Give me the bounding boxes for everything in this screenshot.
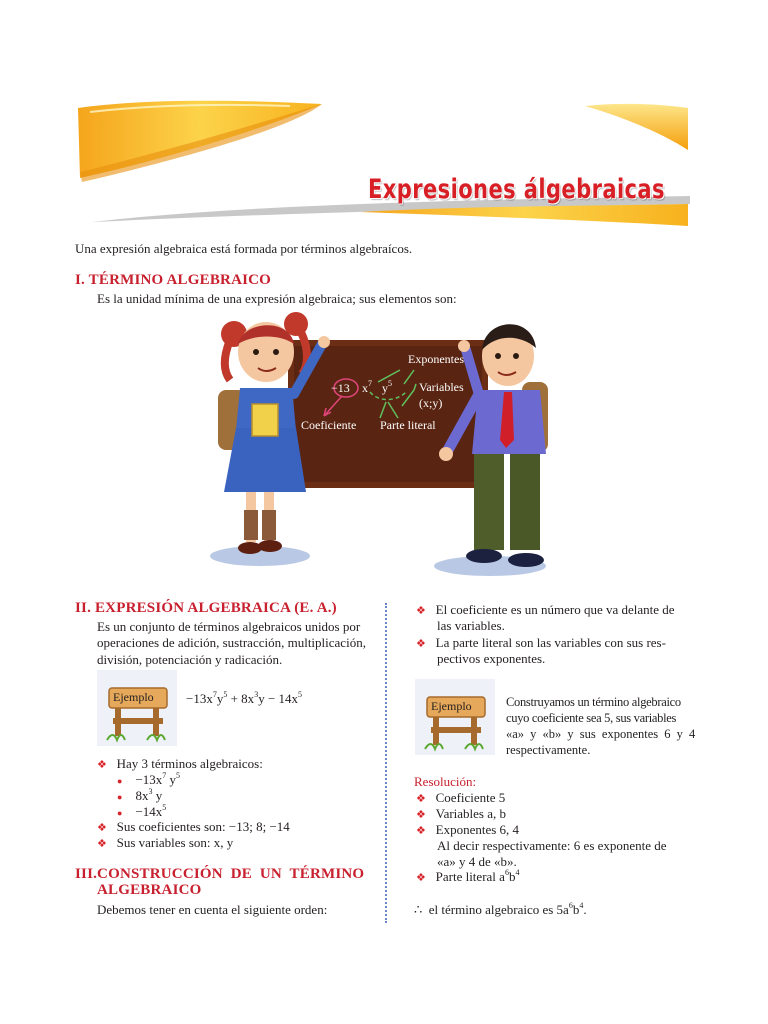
example-line-3: «a» y «b» y sus exponentes 6 y 4 [506, 727, 696, 741]
example-sign-right [415, 679, 495, 755]
example-label-right: Ejemplo [431, 699, 472, 713]
diamond-bullet-icon: ❖ [416, 605, 426, 617]
right-bullet-coeficiente-l2: las variables. [437, 618, 505, 633]
resolucion-item-3-l3: «a» y 4 de «b». [437, 854, 517, 869]
column-divider [385, 603, 387, 923]
example-expression: $-13x^7y^5 + 8x^3y - 14x^5$ [186, 690, 303, 706]
section2-heading: II. EXPRESIÓN ALGEBRAICA (E. A.) [75, 600, 337, 616]
section2-line-1: Es un conjunto de términos algebraicos unidos por [97, 619, 361, 634]
diamond-bullet-icon: ❖ [416, 825, 426, 837]
diamond-bullet-icon: ❖ [97, 838, 107, 850]
term-item-2: ● $8x^3$ y [117, 787, 163, 803]
right-bullet-parte-literal-l2: pectivos exponentes. [437, 651, 546, 666]
right-bullet-coeficiente: ❖ El coeficiente es un número que va delante de [416, 602, 675, 617]
diamond-bullet-icon: ❖ [416, 638, 426, 650]
page-title: Expresiones álgebraicas [368, 174, 665, 205]
dot-bullet-icon: ● [117, 808, 123, 818]
board-variables-label: Variables [419, 380, 464, 394]
term-item-3: ● $-14x^5$ [117, 803, 167, 819]
board-variables-xy: (x;y) [419, 396, 443, 410]
section3-heading-line1: III.CONSTRUCCIÓN DE UN TÉRMINO [75, 866, 365, 882]
section1-heading: I. TÉRMINO ALGEBRAICO [75, 272, 272, 288]
dot-bullet-icon: ● [117, 776, 123, 786]
resolucion-item-2: ❖ Variables a, b [416, 806, 507, 821]
intro-text: Una expresión algebraica está formada por términos algebraícos. [75, 241, 413, 256]
diamond-bullet-icon: ❖ [416, 872, 426, 884]
section3-heading-line2: ALGEBRAICO [97, 882, 202, 898]
conclusion: ∴ el término algebraico es $5a^6b^4$. [414, 901, 587, 917]
diamond-bullet-icon: ❖ [416, 809, 426, 821]
resolucion-item-1: ❖ Coeficiente 5 [416, 790, 506, 805]
section1-text: Es la unidad mínima de una expresión algebraica; sus elementos son: [97, 291, 457, 306]
bullet-terms-count: ❖ Hay 3 términos algebraicos: [97, 756, 263, 771]
section3-text: Debemos tener en cuenta el siguiente orden: [97, 902, 328, 917]
dot-bullet-icon: ● [117, 792, 123, 802]
board-term-x: $x^7$ [362, 379, 372, 395]
term-item-1: ● $-13x^7$ $y^5$ [117, 771, 181, 787]
board-exponentes-label: Exponentes [408, 352, 464, 366]
board-coefficient-value: −13 [331, 381, 350, 395]
section2-line-3: división, potenciación y radicación. [97, 652, 283, 667]
bullet-coefficients: ❖ Sus coeficientes son: −13; 8; −14 [97, 819, 290, 834]
therefore-icon: ∴ [414, 902, 423, 917]
example-label-left: Ejemplo [113, 690, 154, 704]
example-sign-left [97, 670, 177, 746]
board-coeficiente-label: Coeficiente [301, 418, 357, 432]
resolucion-item-3-l2: Al decir respectivamente: 6 es exponente de [437, 838, 667, 853]
resolucion-item-3: ❖ Exponentes 6, 4 [416, 822, 520, 837]
resolucion-heading: Resolución: [414, 774, 477, 789]
diamond-bullet-icon: ❖ [97, 822, 107, 834]
section2-line-2: operaciones de adición, sustracción, multiplicación, [97, 635, 366, 650]
diamond-bullet-icon: ❖ [97, 759, 107, 771]
example-line-2: cuyo coeficiente sea 5, sus variables [506, 711, 677, 725]
diamond-bullet-icon: ❖ [416, 793, 426, 805]
board-term-y: $y^5$ [382, 379, 392, 395]
example-line-4: respectivamente. [506, 743, 591, 757]
board-parte-literal-label: Parte literal [380, 418, 436, 432]
resolucion-item-4: ❖ Parte literal $a^6b^4$ [416, 868, 520, 884]
right-bullet-parte-literal: ❖ La parte literal son las variables con sus res- [416, 635, 666, 650]
bullet-variables: ❖ Sus variables son: x, y [97, 835, 234, 850]
example-line-1: Construyamos un término algebraico [506, 695, 681, 709]
kids-chalkboard-illustration [200, 310, 560, 580]
